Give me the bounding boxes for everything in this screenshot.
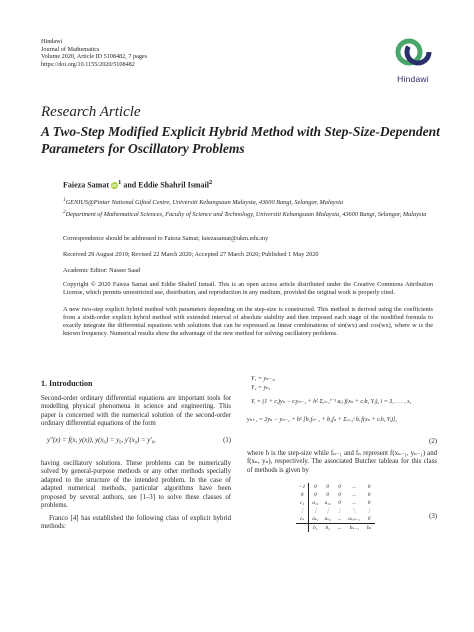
section-heading: 1. Introduction: [41, 379, 93, 388]
journal-citation: Volume 2020, Article ID 5108482, 7 pages: [41, 53, 148, 61]
hindawi-logo-icon: [393, 36, 433, 68]
copyright-notice: Copyright © 2020 Faieza Samat and Eddie Shahril Ismail. This is an open access article distributed under the Creative Commons Attribution License, which permits unrestricted use, distribution, and reproduction in any medium, provided the original work is properly cited.: [63, 281, 433, 296]
hindawi-logo: [389, 36, 437, 84]
publisher-name: Hindawi: [41, 38, 63, 45]
article-type: Research Article: [41, 104, 141, 120]
journal-meta: [41, 38, 147, 68]
author-1-affil: 1: [118, 179, 122, 186]
author-2: and Eddie Shahril Ismail: [123, 180, 209, 190]
intro-paragraph-3: Franco [4] has established the following class of explicit hybrid methods:: [41, 515, 231, 531]
affiliation-2: $^2$Department of Mathematical Sciences, Faculty of Science and Technology, Universiti Kebangsaan Malaysia, 43600 Bangi, Selangor, Malaysia: [63, 209, 427, 219]
tableau-row: cₛ aₛ₁ aₛ₂ ... aₛ,ₛ₋₁ 0: [296, 515, 375, 524]
equation-1-number: (1): [223, 437, 231, 444]
equation-3-number: (3): [429, 513, 437, 520]
orcid-icon[interactable]: iD: [112, 182, 117, 188]
journal-doi-link[interactable]: https://doi.org/10.1155/2020/5108482: [41, 60, 135, 68]
hindawi-logo-text: Hindawi: [397, 74, 429, 84]
tableau-row: 0 0 0 0 ... 0: [296, 491, 375, 499]
correspondence: Correspondence should be addressed to Faieza Samat; faiezasamat@ukm.edu.my: [63, 235, 269, 242]
author-1: Faieza Samat: [63, 180, 109, 190]
abstract: A new two-step explicit hybrid method with parameters depending on the step-size is constructed. This method is derived using the coefficients from a sixth-order explicit hybrid method with extended interval of absolute stability and then imposed each stage of the modified formula to exactly integrate the differential equations with solutions that can be expressed as linear combinations of sin(wx) and cos(wx), where w is the known frequency. Numerical results show the advantage of the new method for solving oscillatory problems.: [63, 306, 433, 337]
tableau-row: −1 0 0 0 ... 0: [296, 483, 375, 491]
affiliation-1: $^1$GENIUS@Pintar National Gifted Centre, Universiti Kebangsaan Malaysia, 43600 Bangi, Selangor, Malaysia: [63, 197, 343, 207]
equation-2: Y₁ = yₙ₋₁, Y₂ = yₙ, Yᵢ = (1 + cᵢ)yₙ − cᵢyₙ₋₁ + h² Σⱼ₌₁ⁱ⁻¹ aᵢⱼ f(xₙ + cⱼh, Yⱼ), i = 3, . . . , s, yₙ₊₁ = 2yₙ − yₙ₋₁ + h² [b₁fₙ₋₁ + b₂fₙ + Σᵢ₌₃ˢ bᵢ f(xₙ + cᵢh, Yᵢ)],: [247, 376, 412, 423]
equation-2-number: (2): [429, 438, 437, 445]
article-dates: Received 29 August 2019; Revised 22 March 2020; Accepted 27 March 2020; Published 1 May 2020: [63, 251, 319, 258]
journal-name: Journal of Mathematics: [41, 45, 100, 53]
tableau-row: b₁ b₂ ... bₛ₋₁ bₛ: [296, 524, 375, 533]
intro-paragraph-2: having oscillatory solutions. These problems can be numerically solved by general-purpose methods or any other methods specially adapted to the structure of the intended problem. In the case of adapted numerical methods, particular algorithms have been proposed by several authors, see [1–3] to solve these classes of problems.: [41, 460, 231, 510]
article-title: A Two-Step Modified Explicit Hybrid Method with Step-Size-Dependent Parameters for Oscillatory Problems: [41, 124, 440, 156]
equation-1: y″(x) = f(x, y(x)), y(x₀) = y₀, y′(x₀) = y′₀, (1): [47, 437, 231, 444]
tableau-row: c₃ a₃₁ a₃₂ 0 ... 0: [296, 499, 375, 507]
tableau-description: where h is the step-size while fₙ₋₁ and fₙ represent f(xₙ₋₁, yₙ₋₁) and f(xₙ, yₙ), respectively. The associated Butcher tableau for this class of methods is given by: [247, 450, 437, 474]
author-list: [63, 179, 212, 190]
author-2-affil: 2: [208, 179, 213, 186]
affiliations: [63, 196, 433, 220]
academic-editor: Academic Editor: Nasser Saad: [63, 267, 141, 274]
tableau-row: ⋮ ⋮ ⋮ ⋮ ⋱ ⋮: [296, 507, 375, 515]
intro-paragraph-1: Second-order ordinary differential equations are important tools for modelling physical phenomena in science and engineering. This paper is concerned with the numerical solution of the second-order ordinary differential equations of the form: [41, 395, 231, 428]
butcher-tableau: [296, 483, 375, 532]
